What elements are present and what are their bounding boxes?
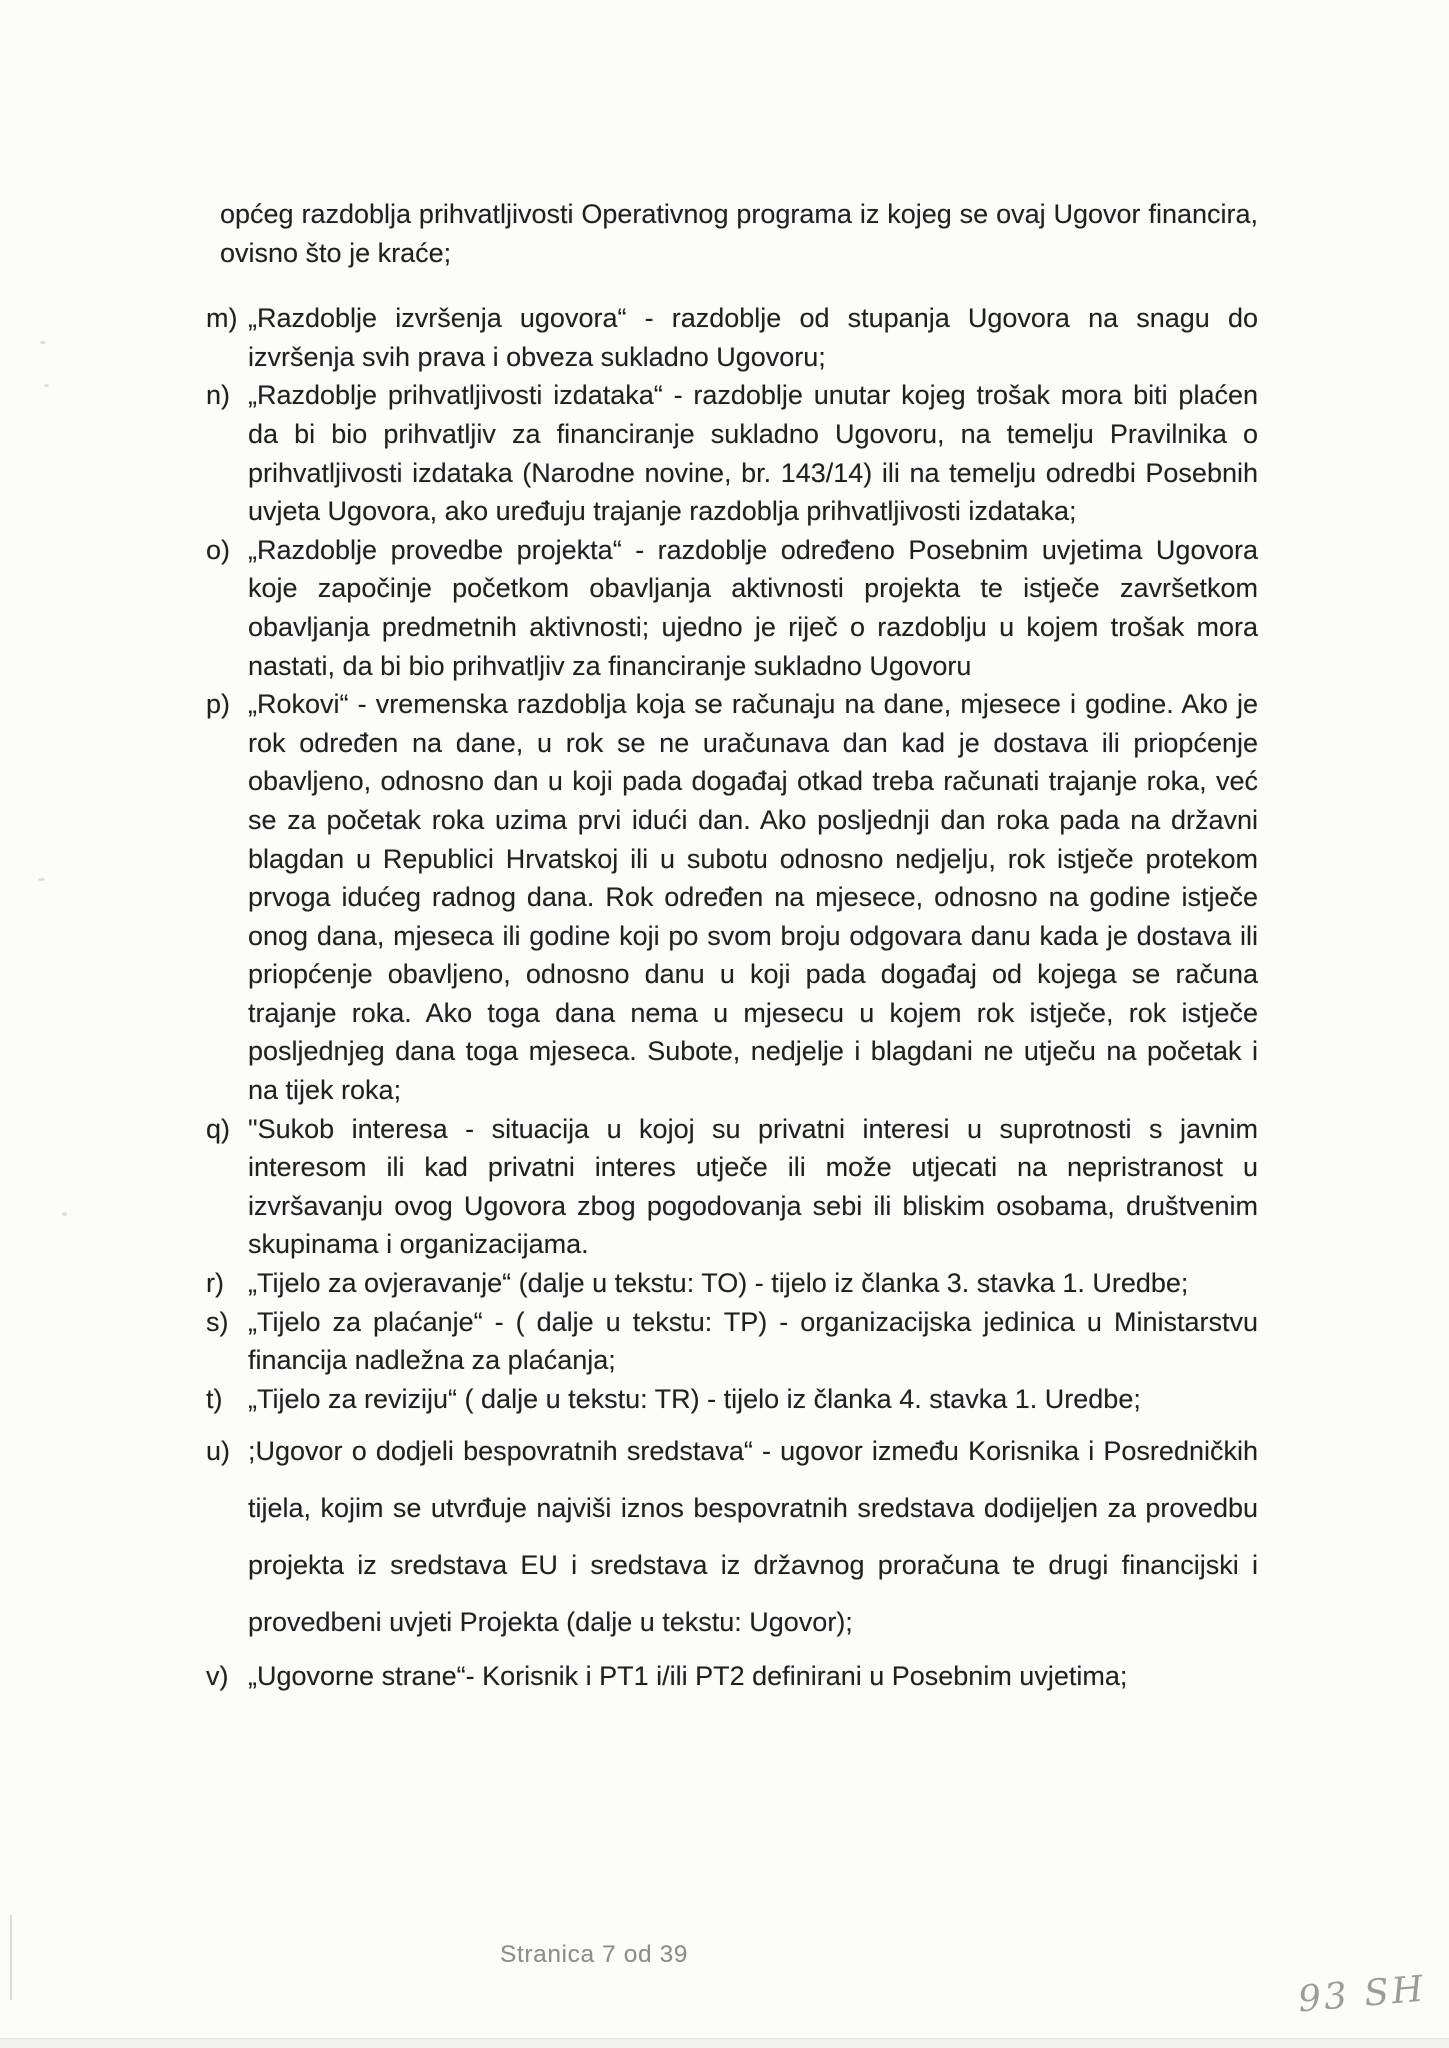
page-footer: [500, 1941, 688, 1969]
item-text: „Tijelo za plaćanje“ - ( dalje u tekstu: TP) - organizacijska jedinica u Ministarstvu financija nadležna za plaćanja;: [248, 1306, 1258, 1376]
scan-artifact: [40, 341, 46, 344]
scan-artifact: [38, 878, 45, 881]
definition-item: [206, 1380, 1258, 1419]
item-text: „Tijelo za ovjeravanje“ (dalje u tekstu: TO) - tijelo iz članka 3. stavka 1. Uredbe;: [248, 1268, 1189, 1299]
definition-item: [206, 1303, 1258, 1380]
item-text: „Rokovi“ - vremenska razdoblja koja se računaju na dane, mjesece i godine. Ako je rok određen na dane, u rok se ne uračunava dan kad je dostava ili priopćenje obavljeno, odnosno dan u koji pada događaj otkad treba računati trajanje roka, već se za početak roka uzima prvi idući dan. Ako posljednji dan roka pada na državni blagdan u Republici Hrvatskoj ili u subotu odnosno nedjelju, rok istječe protekom prvoga idućeg radnog dana. Rok određen na mjesece, odnosno na godine istječe onog dana, mjeseca ili godine koji po svom broju odgovara danu kada je dostava ili priopćenje obavljeno, odnosno danu u koji pada događaj od kojega se računa trajanje roka. Ako toga dana nema u mjesecu u kojem rok istječe, rok istječe posljednjeg dana toga mjeseca. Subote, nedjelje i blagdani ne utječu na početak i na tijek roka;: [248, 689, 1258, 1106]
item-text: „Ugovorne strane“- Korisnik i PT1 i/ili PT2 definirani u Posebnim uvjetima;: [248, 1661, 1128, 1692]
scan-artifact: [62, 1212, 67, 1216]
definition-items-list: [206, 299, 1258, 1696]
scan-edge-strip: [0, 2038, 1449, 2048]
definition-item: [206, 1264, 1258, 1303]
item-label: n): [206, 380, 231, 411]
page-number: Stranica 7 od 39: [500, 1941, 689, 1968]
definition-item: [206, 299, 1258, 376]
item-text: „Tijelo za reviziju“ ( dalje u tekstu: TR) - tijelo iz članka 4. stavka 1. Uredbe;: [248, 1383, 1141, 1414]
item-label: v): [206, 1661, 229, 1692]
intro-continuation-paragraph: općeg razdoblja prihvatljivosti Operativnog programa iz kojeg se ovaj Ugovor financira, ovisno što je kraće;: [220, 199, 1258, 268]
item-label: o): [206, 534, 231, 565]
definition-item: [206, 1110, 1258, 1264]
item-label: r): [206, 1268, 224, 1299]
item-label: p): [206, 689, 231, 720]
scan-edge-line: [10, 1915, 12, 2000]
item-label: q): [206, 1113, 231, 1144]
scan-artifact: [44, 384, 49, 387]
definition-item: [206, 376, 1258, 530]
item-text: „Razdoblje prihvatljivosti izdataka“ - razdoblje unutar kojeg trošak mora biti plaćen da bi bio prihvatljiv za financiranje sukladno Ugovoru, na temelju Pravilnika o prihvatljivosti izdataka (Narodne novine, br. 143/14) ili na temelju odredbi Posebnih uvjeta Ugovora, ako uređuju trajanje razdoblja prihvatljivosti izdataka;: [248, 380, 1258, 527]
definition-item: [206, 1423, 1258, 1651]
definition-item: [206, 685, 1258, 1110]
item-text: „Razdoblje izvršenja ugovora“ - razdoblje od stupanja Ugovora na snagu do izvršenja svih prava i obveza sukladno Ugovoru;: [248, 303, 1258, 372]
item-text: ;Ugovor o dodjeli bespovratnih sredstava“ - ugovor između Korisnika i Posredničkih tijela, kojim se utvrđuje najviši iznos bespovratnih sredstava dodijeljen za provedbu projekta iz sredstava EU i sredstava iz državnog proračuna te drugi financijski i provedbeni uvjeti Projekta (dalje u tekstu: Ugovor);: [248, 1436, 1258, 1638]
item-text: „Razdoblje provedbe projekta“ - razdoblje određeno Posebnim uvjetima Ugovora koje započinje početkom obavljanja aktivnosti projekta te istječe završetkom obavljanja predmetnih aktivnosti; ujedno je riječ o razdoblju u kojem trošak mora nastati, da bi bio prihvatljiv za financiranje sukladno Ugovoru: [248, 534, 1258, 681]
handwritten-mark: 93 SH: [1296, 1968, 1428, 2021]
definitions-text-block: [206, 168, 1258, 1696]
definition-item: [206, 1657, 1258, 1696]
item-label: u): [206, 1436, 231, 1467]
item-text: "Sukob interesa - situacija u kojoj su privatni interesi u suprotnosti s javnim interesom ili kad privatni interes utječe ili može utjecati na nepristranost u izvršavanju ovog Ugovora zbog pogodovanja sebi ili bliskim osobama, društvenim skupinama i organizacijama.: [248, 1113, 1258, 1260]
definition-item: [206, 531, 1258, 685]
item-label: m): [206, 303, 238, 334]
item-label: t): [206, 1383, 223, 1414]
item-label: s): [206, 1306, 229, 1337]
